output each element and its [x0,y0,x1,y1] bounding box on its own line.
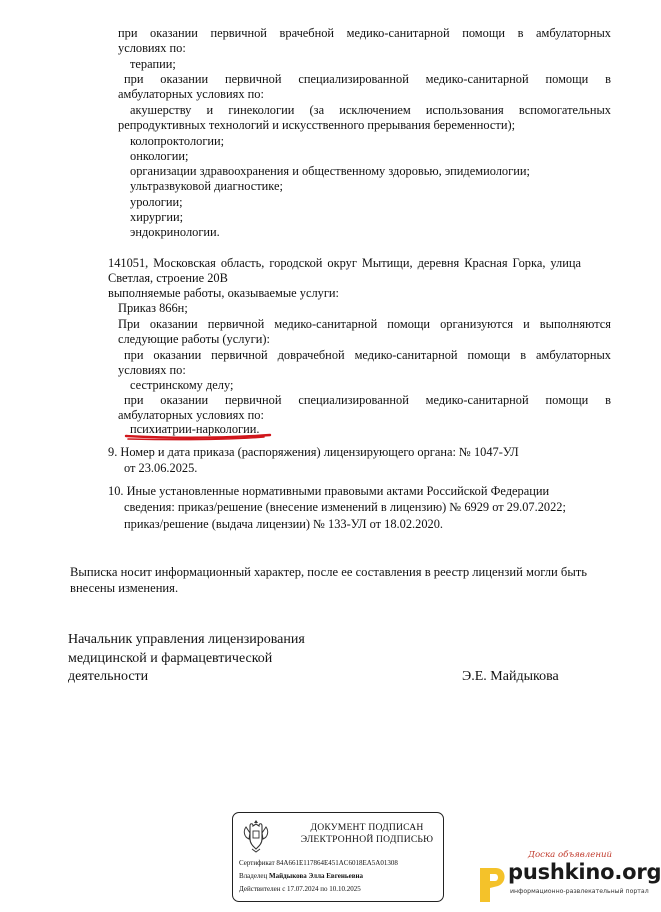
certificate-validity: Действителен с 17.07.2024 по 10.10.2025 [239,885,361,893]
text-line: урологии; [130,195,183,209]
text-line: репродуктивных технологий и искусственного прерывания беременности); [118,118,516,132]
signatory-name: Э.Е. Майдыкова [462,669,559,684]
certificate-number: Сертификат 84A661E117864E451AC6018EA5A01308 [239,859,398,867]
signatory-title: Начальник управления лицензирования [68,632,305,647]
e-signature-stamp [232,812,444,902]
text-line: при оказании первичной врачебной медико-санитарной помощи в амбулаторных [118,26,611,40]
watermark-site-name: pushkino.org [508,860,661,884]
certificate-owner [239,872,363,881]
item-10-line: 10. Иные установленные нормативными правовыми актами Российской Федерации [108,484,550,498]
note-line: Выписка носит информационный характер, после ее составления в реестр лицензий могли быть [70,565,588,579]
coat-of-arms-icon [241,817,271,853]
text-line: акушерству и гинекологии (за исключением использования вспомогательных [130,103,611,117]
text-line: сестринскому делу; [130,378,234,392]
text-line: терапии; [130,57,176,71]
text-line: колопроктологии; [130,134,225,148]
text-line: при оказании первичной специализированной медико-санитарной помощи в [124,393,611,407]
text-line: при оказании первичной доврачебной медико-санитарной помощи в амбулаторных [124,348,611,362]
address-line: 141051, Московская область, городской округ Мытищи, деревня Красная Горка, улица [108,256,581,270]
owner-name: Майдыкова Элла Евгеньевна [269,872,364,880]
text-line: амбулаторных условиях по: [118,408,264,422]
item-9-line: от 23.06.2025. [124,461,198,475]
text-line: организации здравоохранения и общественному здоровью, эпидемиологии; [130,164,530,178]
stamp-title: ЭЛЕКТРОННОЙ ПОДПИСЬЮ [300,834,434,845]
text-line: условиях по: [118,363,186,377]
stamp-title: ДОКУМЕНТ ПОДПИСАН [310,822,424,833]
signatory-title: медицинской и фармацевтической [68,651,273,666]
note-line: внесены изменения. [70,581,179,595]
pushkino-logo-icon [474,864,508,904]
text-line: При оказании первичной медико-санитарной помощи организуются и выполняются [118,317,611,331]
text-line: эндокринологии. [130,225,220,239]
highlighted-service: психиатрии-наркологии. [130,422,260,436]
address-line: Светлая, строение 20В [108,271,228,285]
site-watermark [472,850,661,912]
text-line: выполняемые работы, оказываемые услуги: [108,286,340,300]
watermark-tagline: Доска объявлений [528,850,613,860]
text-line: ультразвуковой диагностике; [130,179,283,193]
item-9-line: 9. Номер и дата приказа (распоряжения) лицензирующего органа: № 1047-УЛ [108,445,519,459]
item-10-line: сведения: приказ/решение (внесение изменений в лицензию) № 6929 от 29.07.2022; [124,500,566,514]
text-line: Приказ 866н; [118,301,188,315]
text-line: условиях по: [118,41,186,55]
text-line: онкологии; [130,149,189,163]
signatory-title: деятельности [68,669,149,684]
red-underline-mark [124,432,272,442]
text-line: следующие работы (услуги): [118,332,270,346]
text-line: при оказании первичной специализированной медико-санитарной помощи в [124,72,611,86]
owner-label: Владелец [239,872,268,880]
item-10-line: приказ/решение (выдача лицензии) № 133-УЛ от 18.02.2020. [124,517,444,531]
watermark-subtitle: информационно-развлекательный портал [510,888,649,895]
text-line: амбулаторных условиях по: [118,87,264,101]
text-line: хирургии; [130,210,184,224]
